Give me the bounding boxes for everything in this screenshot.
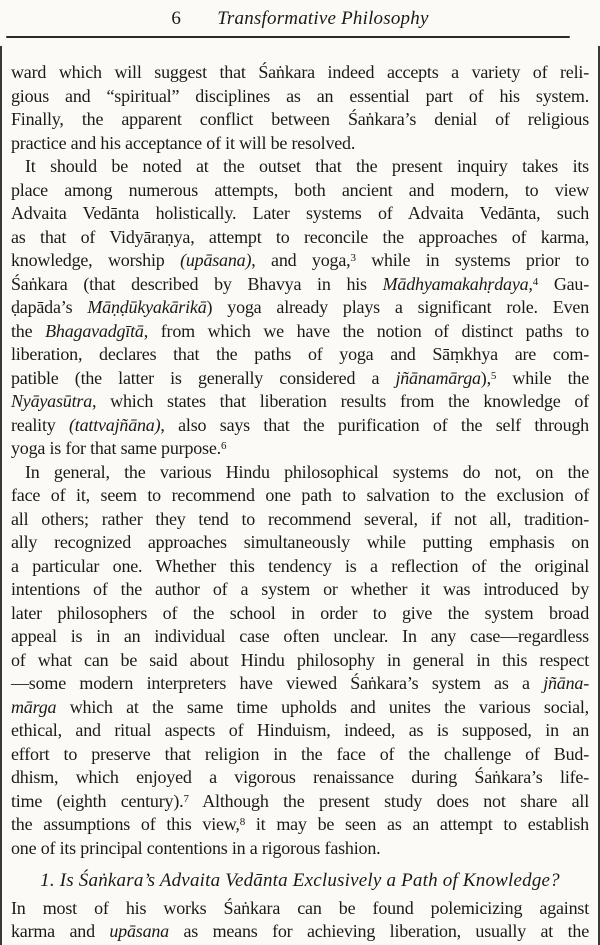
text-segment: the assumptions of this view, [11,814,240,834]
text-line [11,179,589,203]
text-line [11,555,589,579]
text-segment: all others; rather they tend to recommend several, if not all, tradition- [11,508,589,529]
text-line [11,625,589,649]
text-segment: , from which we have the notion of distinct paths to [143,320,589,341]
section-heading [11,869,589,893]
text-segment: dhism, which enjoyed a vigorous renaissance during Śaṅkara’s life- [11,767,589,787]
footnote-reference: 6 [220,440,227,453]
text-line [11,649,589,673]
text-segment: place among numerous attempts, both ancient and modern, to view [11,179,589,200]
text-line [11,343,589,367]
text-segment: yoga is for that same purpose. [11,438,221,458]
text-line [11,578,589,602]
footnote-reference: 8 [239,816,246,829]
text-segment: Māṇḍūkyakārikā [87,297,207,317]
text-segment: as that of Vidyāraṇya, attempt to reconcile the approaches of karma, [11,226,589,247]
text-segment: while the [496,367,589,388]
text-segment: patible (the latter is generally considered a [11,367,396,388]
text-line [11,320,589,344]
text-segment: ), [480,367,491,388]
text-segment: reality [11,414,70,435]
text-line [11,672,589,696]
text-segment: later philosophers of the school in order to give the system broad [11,602,589,623]
running-header [0,0,600,30]
footnote-reference: 3 [350,252,356,265]
text-line [11,484,589,508]
text-line [11,155,589,179]
text-line [11,273,589,297]
text-segment: ward which will suggest that Śaṅkara indeed accepts a variety of reli- [11,62,589,82]
text-segment: (upāsana) [180,250,252,270]
text-line [11,414,589,438]
text-segment: intentions of the author of a system or whether it was introduced by [11,579,589,599]
text-line [11,813,589,837]
text-segment: It should be noted at the outset that the present inquiry takes its [25,156,589,176]
text-segment: In general, the various Hindu philosophical systems do not, on the [25,461,589,482]
text-line [11,61,589,85]
text-line [11,296,589,320]
text-segment: as means for achieving liberation, usually at the [168,921,589,941]
text-segment: face of it, seem to recommend one path to salvation to the exclusion of [11,485,589,505]
text-line [11,719,589,743]
text-line [11,766,589,790]
text-line [11,390,589,414]
text-segment: ethical, and ritual aspects of Hinduism, indeed, as is supposed, in an [11,720,589,740]
text-line [11,508,589,532]
text-line [11,85,589,109]
text-segment: , which states that liberation results from the knowledge of [92,391,589,411]
paragraph-2 [11,155,589,461]
footnote-reference: 4 [532,275,539,288]
text-segment: 1. Is Śaṅkara’s Advaita Vedānta Exclusively a Path of Knowledge? [40,870,560,891]
text-segment: ḍapāda’s [11,297,88,317]
text-line [11,461,589,485]
text-line [11,437,589,461]
text-segment: ally recognized approaches simultaneously while putting emphasis on [11,532,589,552]
text-segment: Bhagavadgītā [45,320,144,341]
text-segment: jñānamārga [395,367,481,388]
running-title: Transformative Philosophy [217,8,429,29]
text-segment: Finally, the apparent conflict between Śaṅkara’s denial of religious [11,109,589,129]
text-segment: jñāna- [543,673,589,693]
text-segment: ) yoga already plays a significant role. Even [206,297,589,317]
text-segment: knowledge, worship [11,250,181,270]
text-line [11,897,589,921]
text-line [11,132,589,156]
text-segment: —some modern interpreters have viewed Śaṅkara’s system as a [11,673,544,693]
paragraph-1 [11,61,589,155]
footnote-reference: 5 [490,369,497,382]
footnote-reference: 7 [183,792,189,805]
text-segment: liberation, declares that the paths of yoga and Sāṃkhya are com- [11,344,589,364]
text-line [11,920,589,944]
text-segment: which at the same time upholds and unites the various social, [56,696,589,717]
text-segment: it may be seen as an attempt to establish [245,814,589,834]
text-segment: Gau- [538,273,590,294]
text-segment: appeal is in an individual case often unclear. In any case—regardless [11,626,589,646]
text-segment: , and yoga, [251,250,351,270]
page-number: 6 [171,8,182,29]
text-line [11,226,589,250]
text-segment: gious and “spiritual” disciplines as an essential part of his system. [11,85,589,106]
text-segment: while in systems prior to [355,250,589,270]
text-line [11,743,589,767]
paragraph-4 [11,897,589,944]
text-segment: time (eighth century). [11,790,184,811]
text-segment: Mādhyamakahṛdaya, [382,273,533,294]
text-segment: Śaṅkara (that described by Bhavya in his [11,273,383,294]
text-segment: practice and his acceptance of it will be resolved. [11,132,356,153]
text-line [11,531,589,555]
text-segment: effort to preserve that religion in the face of the challenge of Bud- [11,743,589,764]
text-line [11,249,589,273]
text-line [11,202,589,226]
text-segment: the [11,320,46,341]
text-segment: Nyāyasūtra [11,391,92,411]
text-line [11,790,589,814]
text-segment: a particular one. Whether this tendency is a reflection of the original [11,555,589,576]
text-line [11,108,589,132]
text-line [11,869,589,893]
text-segment: of what can be said about Hindu philosophy in general in this respect [11,649,589,670]
text-segment: one of its principal contentions in a rigorous fashion. [11,837,381,858]
text-segment: karma and [11,921,110,941]
text-line [11,367,589,391]
text-segment: In most of his works Śaṅkara can be found polemicizing against [11,897,589,918]
text-line [11,602,589,626]
text-line [11,837,589,861]
text-segment: , also says that the purification of the self through [160,414,589,435]
scan-edge-left [0,46,2,945]
text-segment: Advaita Vedānta holistically. Later systems of Advaita Vedānta, such [11,203,589,223]
page-body [0,38,600,944]
paragraph-3 [11,461,589,861]
text-line [11,696,589,720]
text-segment: upāsana [109,921,169,941]
text-segment: Although the present study does not share all [188,790,590,811]
text-segment: (tattvajñāna) [69,414,161,435]
text-segment: mārga [11,696,57,717]
